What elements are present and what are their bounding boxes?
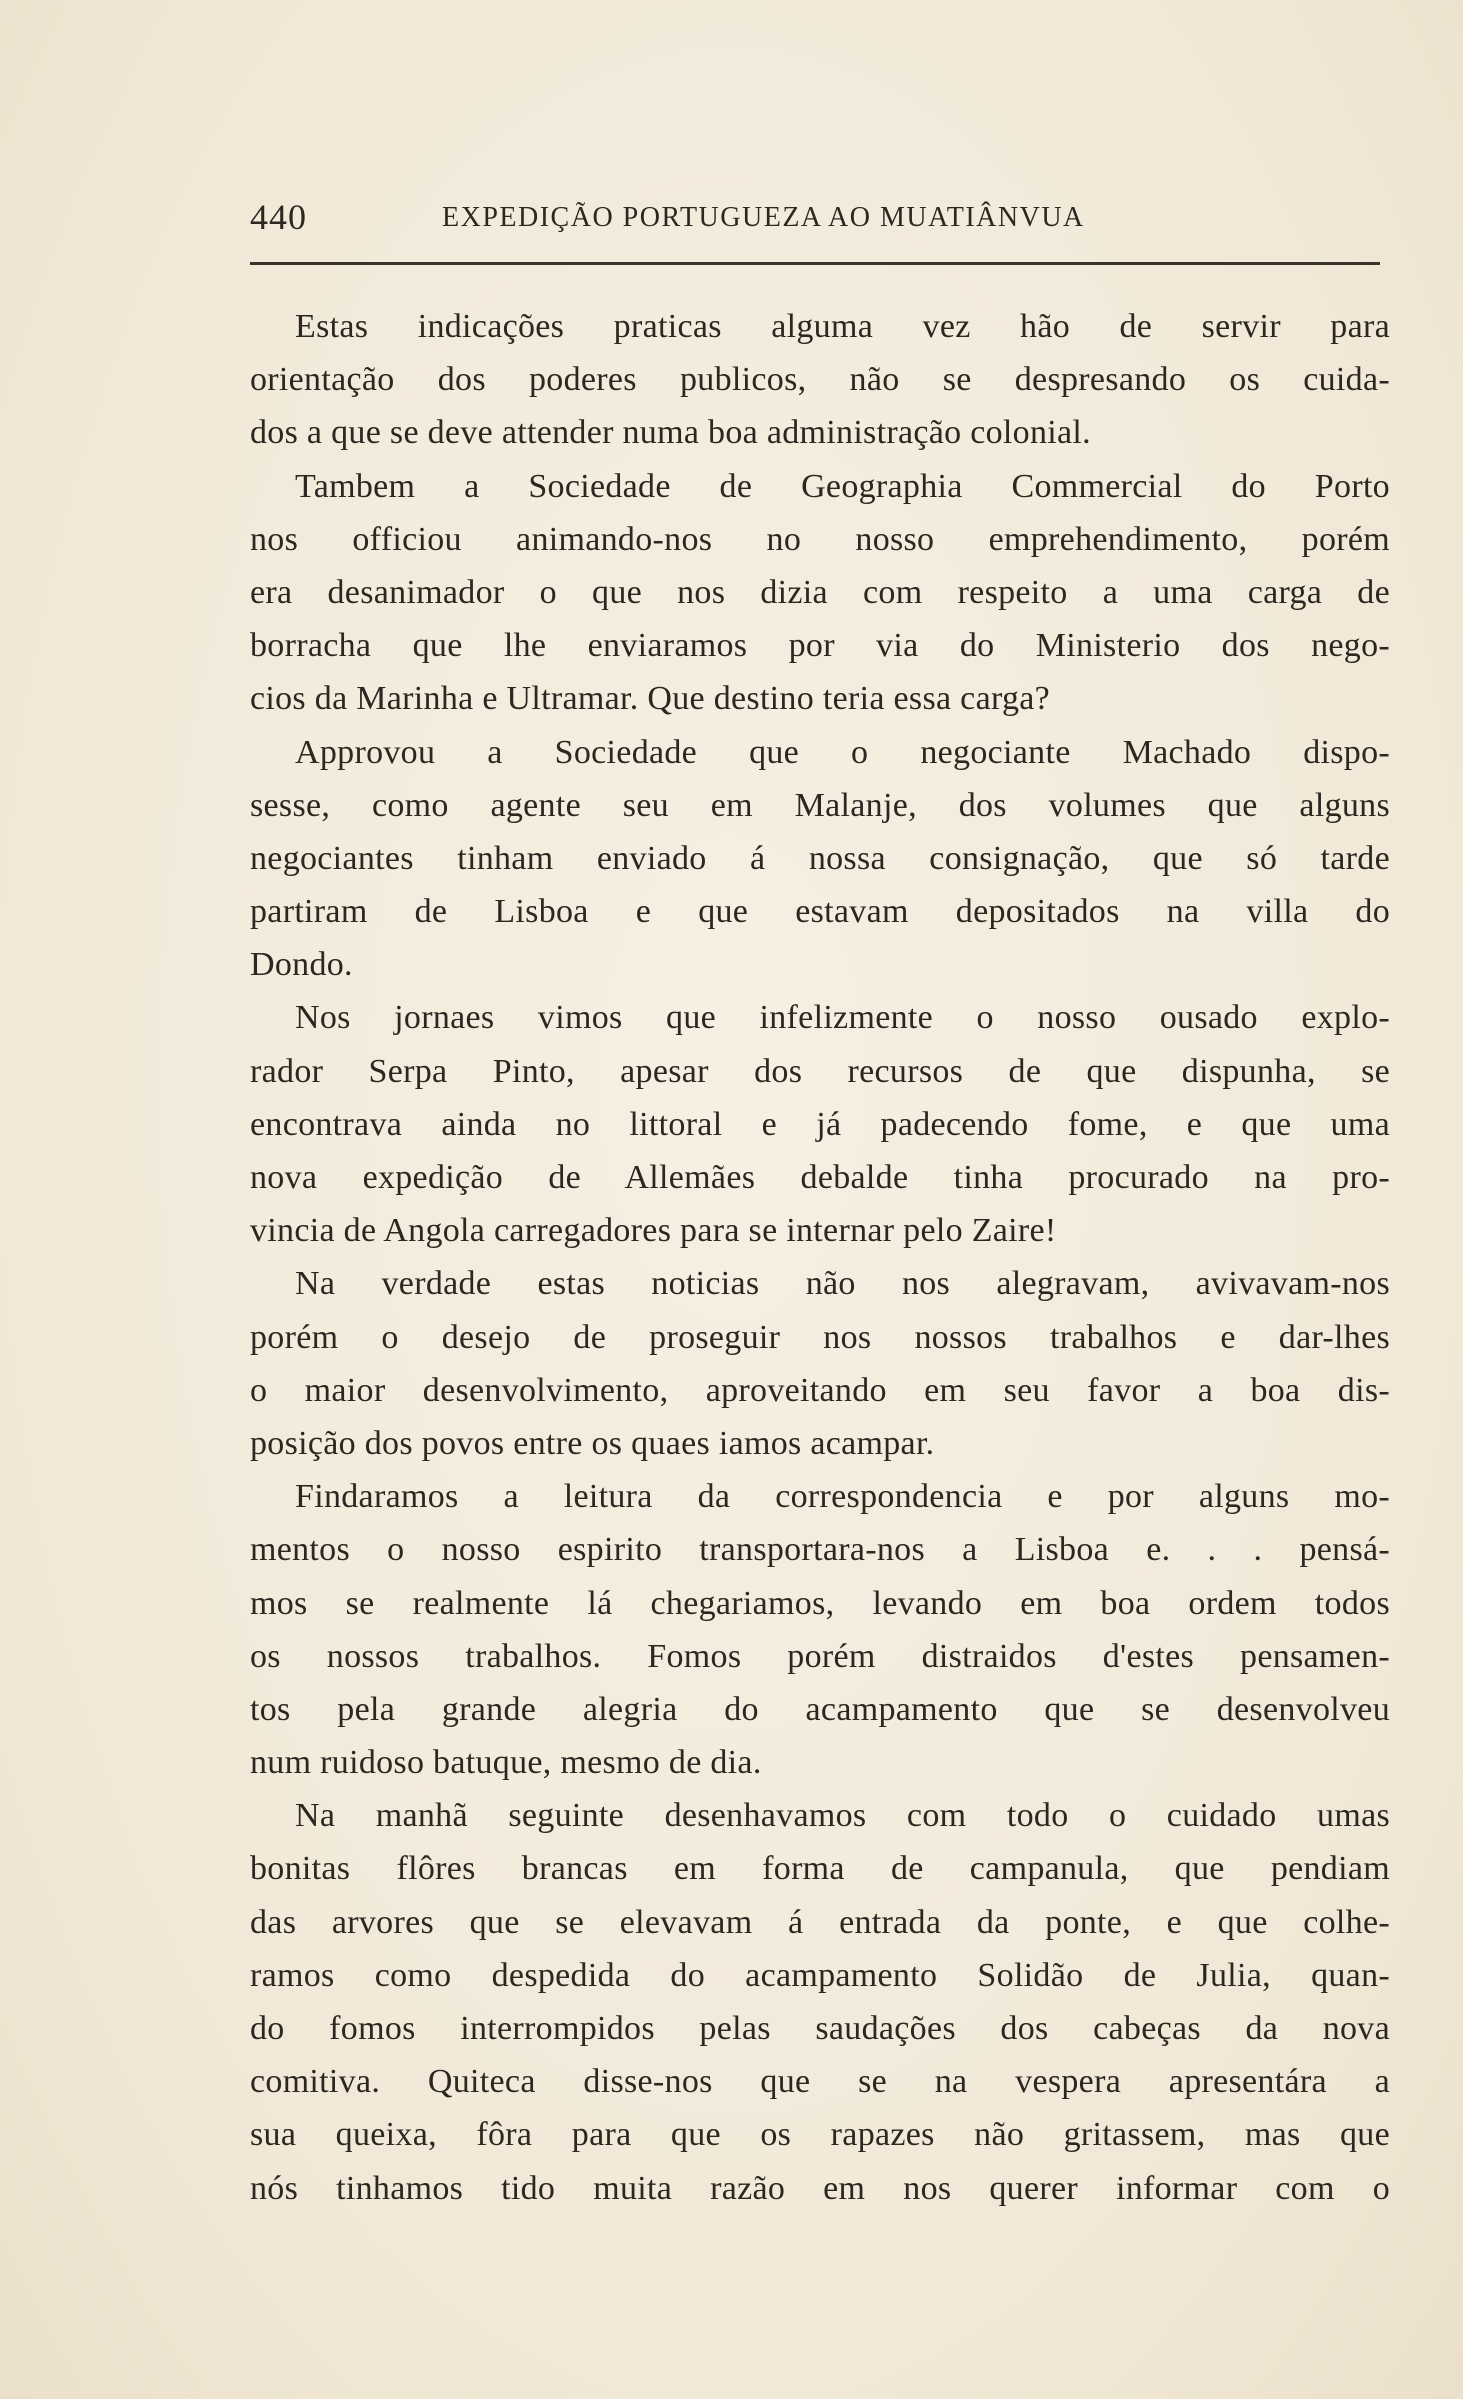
text-line: dos a que se deve attender numa boa administração colonial.: [250, 414, 1091, 452]
page-number: 440: [250, 197, 307, 237]
text-line: Na manhã seguinte desenhavamos com todo o cuidado umas: [295, 1797, 1390, 1835]
text-line: comitiva. Quiteca disse-nos que se na vespera apresentára a: [250, 2063, 1390, 2101]
text-line: num ruidoso batuque, mesmo de dia.: [250, 1744, 762, 1782]
text-line: do fomos interrompidos pelas saudações dos cabeças da nova: [250, 2010, 1390, 2047]
text-line: posição dos povos entre os quaes iamos acampar.: [250, 1424, 935, 1462]
text-line: Tambem a Sociedade de Geographia Commercial do Porto: [295, 467, 1390, 505]
text-line: das arvores que se elevavam á entrada da ponte, e que colhe-: [250, 1903, 1390, 1941]
text-line: bonitas flôres brancas em forma de campanula, que pendiam: [250, 1850, 1390, 1888]
text-line: negociantes tinham enviado á nossa consignação, que só tarde: [250, 839, 1390, 877]
text-line: Dondo.: [250, 946, 353, 984]
header-rule: [250, 262, 1380, 265]
text-line: Estas indicações praticas alguma vez hão de servir para: [295, 308, 1390, 345]
text-line: mentos o nosso espirito transportara-nos a Lisboa e. . . pensá-: [250, 1531, 1390, 1569]
text-line: vincia de Angola carregadores para se internar pelo Zaire!: [250, 1212, 1057, 1250]
text-line: borracha que lhe enviaramos por via do Ministerio dos nego-: [250, 627, 1390, 665]
text-line: os nossos trabalhos. Fomos porém distraidos d'estes pensamen-: [250, 1637, 1390, 1675]
text-line: ramos como despedida do acampamento Solidão de Julia, quan-: [250, 1956, 1390, 1994]
text-line: tos pela grande alegria do acampamento que se desenvolveu: [250, 1690, 1390, 1728]
text-line: encontrava ainda no littoral e já padecendo fome, e que uma: [250, 1105, 1390, 1143]
text-line: orientação dos poderes publicos, não se despresando os cuida-: [250, 361, 1390, 399]
running-head: [250, 196, 1400, 246]
text-line: porém o desejo de proseguir nos nossos trabalhos e dar-lhes: [250, 1318, 1390, 1356]
text-line: nos officiou animando-nos no nosso emprehendimento, porém: [250, 520, 1390, 558]
running-title: EXPEDIÇÃO PORTUGUEZA AO MUATIÂNVUA: [442, 202, 1085, 233]
text-line: cios da Marinha e Ultramar. Que destino teria essa carga?: [250, 680, 1051, 718]
text-line: partiram de Lisboa e que estavam depositados na villa do: [250, 893, 1390, 931]
body-text: [250, 300, 1390, 2215]
text-line: Approvou a Sociedade que o negociante Machado dispo-: [295, 733, 1390, 771]
text-line: Na verdade estas noticias não nos alegravam, avivavam-nos: [295, 1265, 1390, 1303]
text-line: era desanimador o que nos dizia com respeito a uma carga de: [250, 573, 1390, 611]
text-line: sua queixa, fôra para que os rapazes não gritassem, mas que: [250, 2116, 1390, 2154]
text-line: rador Serpa Pinto, apesar dos recursos de que dispunha, se: [250, 1052, 1390, 1090]
text-line: nova expedição de Allemães debalde tinha procurado na pro-: [250, 1159, 1390, 1196]
text-line: mos se realmente lá chegariamos, levando em boa ordem todos: [250, 1584, 1390, 1622]
text-line: nós tinhamos tido muita razão em nos querer informar com o: [250, 2169, 1390, 2207]
text-line: o maior desenvolvimento, aproveitando em seu favor a boa dis-: [250, 1371, 1390, 1409]
text-line: sesse, como agente seu em Malanje, dos volumes que alguns: [250, 786, 1390, 824]
text-line: Findaramos a leitura da correspondencia e por alguns mo-: [295, 1478, 1390, 1516]
text-line: Nos jornaes vimos que infelizmente o nosso ousado explo-: [295, 999, 1390, 1037]
